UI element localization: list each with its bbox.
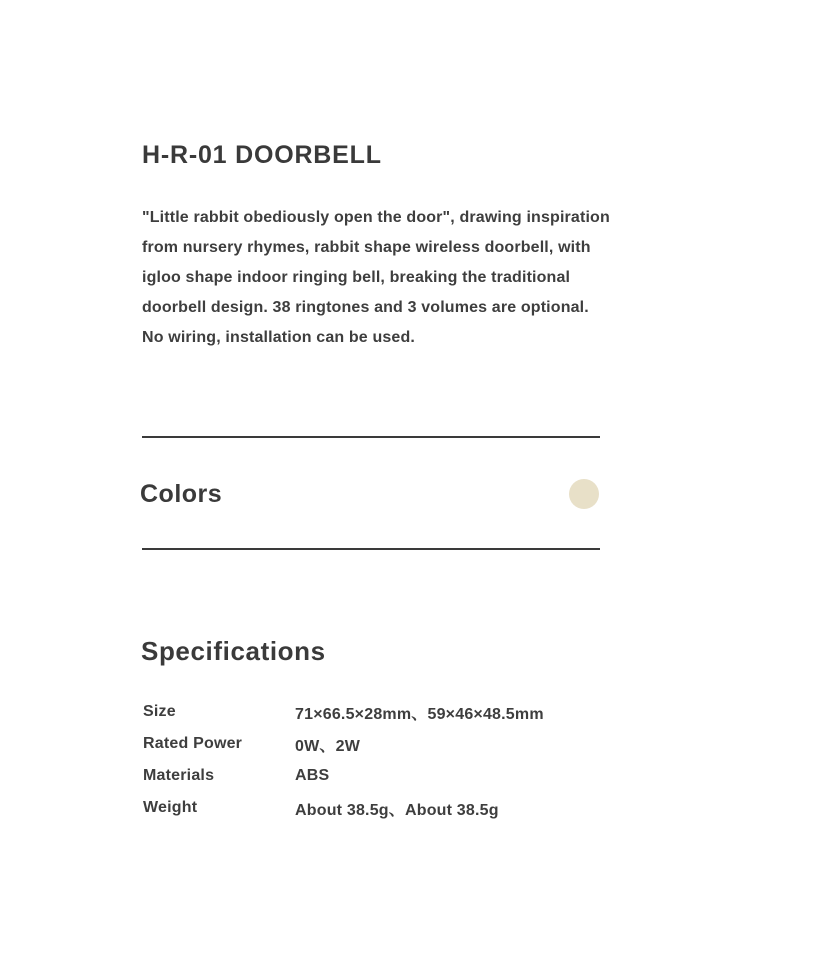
colors-top-divider <box>142 436 600 438</box>
spec-label: Rated Power <box>143 735 243 752</box>
spec-value: 71×66.5×28mm、59×46×48.5mm <box>295 705 544 723</box>
spec-value: ABS <box>295 767 330 784</box>
product-title: H-R-01 DOORBELL <box>142 141 382 169</box>
spec-row-size <box>143 696 544 728</box>
spec-value: About 38.5g、About 38.5g <box>295 801 499 819</box>
specifications-table <box>143 696 544 824</box>
spec-label: Materials <box>143 767 215 784</box>
color-swatch-beige[interactable] <box>569 479 599 509</box>
spec-value: 0W、2W <box>295 737 361 755</box>
product-description: "Little rabbit obediously open the door", drawing inspiration from nursery rhymes, rabbit shape wireless doorbell, with igloo shape indoor ringing bell, breaking the traditional doorbell design. 38 ringtones and 3 volumes are optional. No wiring, installation can be used. <box>142 209 610 346</box>
spec-row-rated-power <box>143 728 544 760</box>
colors-bottom-divider <box>142 548 600 550</box>
spec-label: Weight <box>143 799 198 816</box>
spec-row-materials <box>143 760 544 792</box>
specifications-heading: Specifications <box>141 636 326 666</box>
spec-label: Size <box>143 703 176 720</box>
spec-row-weight <box>143 792 544 824</box>
colors-heading: Colors <box>140 480 223 508</box>
